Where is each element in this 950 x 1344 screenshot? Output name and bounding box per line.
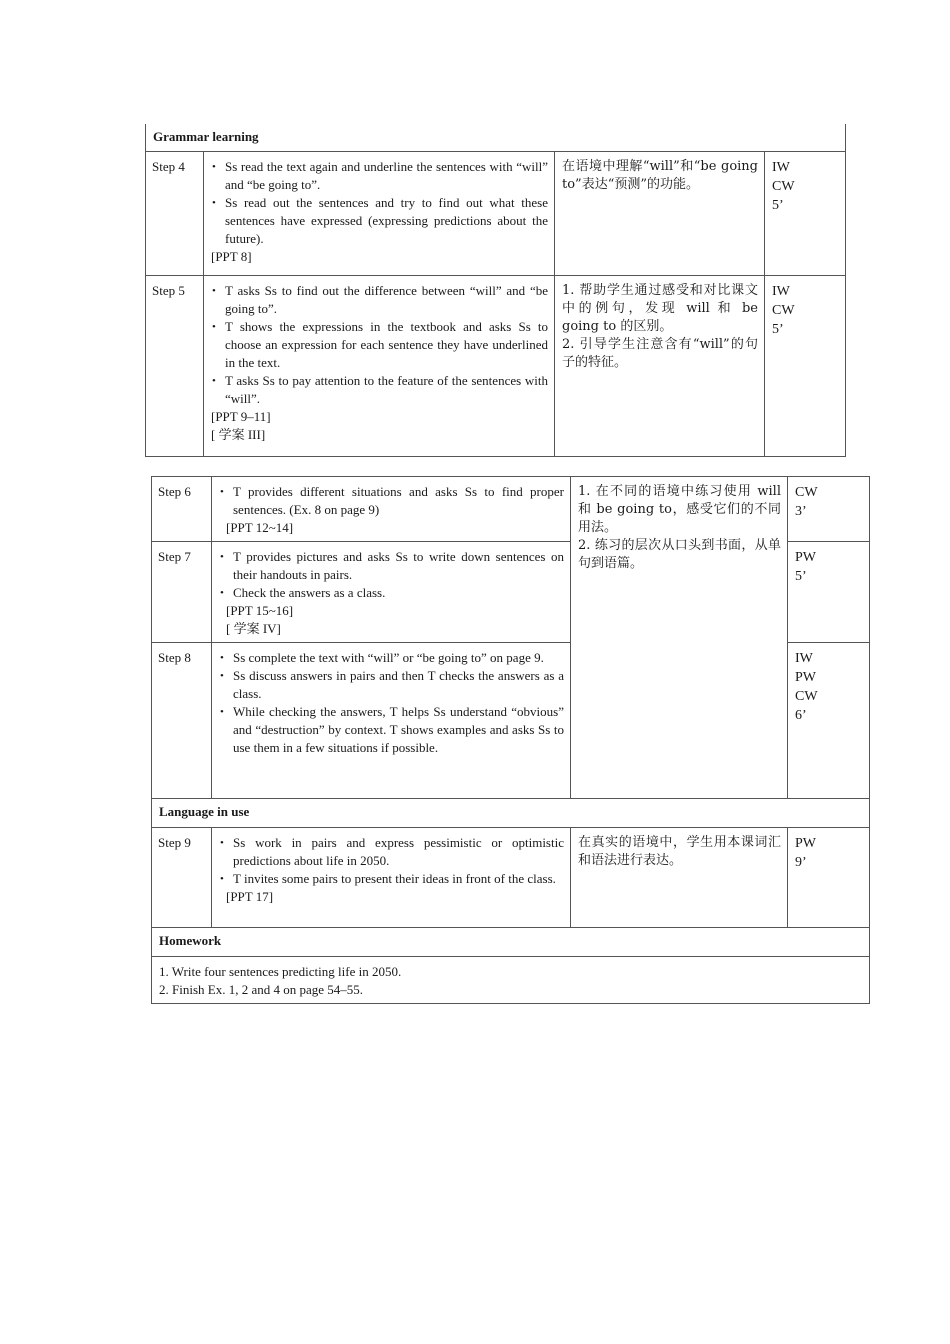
- purpose-cell: [571, 477, 788, 799]
- purpose-cell: [555, 151, 765, 275]
- mode-cell: [788, 542, 870, 643]
- mode-item: CW: [772, 302, 795, 318]
- step-label: Step 6: [152, 477, 212, 542]
- mode-item: PW: [795, 670, 816, 685]
- section-heading: Homework: [152, 928, 870, 957]
- purpose-cell: [555, 275, 765, 456]
- purpose-cell: [571, 828, 788, 928]
- table-row: [152, 477, 870, 542]
- activities-cell: [204, 151, 555, 275]
- table-row: [146, 151, 846, 275]
- mode-item: 3’: [795, 504, 807, 519]
- activities-cell: [204, 275, 555, 456]
- activity-item: • T shows the expressions in the textbook and asks Ss to choose an expression for each sentence they have underlined in the text.: [211, 318, 548, 372]
- table-row: [152, 828, 870, 928]
- activity-item: • T provides different situations and asks Ss to find proper sentences. (Ex. 8 on page 9): [219, 483, 564, 519]
- purpose-item: 2. 引导学生注意含有“will”的句子的特征。: [562, 336, 758, 370]
- activity-item: • Ss discuss answers in pairs and then T checks the answers as a class.: [219, 667, 564, 703]
- activity-item: • T invites some pairs to present their ideas in front of the class.: [219, 870, 564, 888]
- handout-ref: [ 学案 IV]: [226, 621, 281, 636]
- homework-item: 1. Write four sentences predicting life in 2050.: [159, 964, 402, 979]
- activity-item: • T asks Ss to pay attention to the feature of the sentences with “will”.: [211, 372, 548, 408]
- mode-item: IW: [772, 159, 790, 175]
- mode-item: 9’: [795, 855, 807, 870]
- activities-cell: [212, 643, 571, 799]
- mode-item: 5’: [772, 321, 784, 337]
- mode-cell: [788, 643, 870, 799]
- purpose-item: 1. 帮助学生通过感受和对比课文中的例句，发现 will 和 be going to 的区别。: [562, 282, 758, 334]
- activity-item: • While checking the answers, T helps Ss understand “obvious” and “destruction” by context. T shows examples and asks Ss to use them in a few situations if possible.: [219, 703, 564, 757]
- mode-cell: [765, 151, 846, 275]
- activity-item: • Ss read the text again and underline the sentences with “will” and “be going to”.: [211, 158, 548, 194]
- purpose-item: 在语境中理解“will”和“be going to”表达“预测”的功能。: [562, 158, 758, 192]
- step-label: Step 5: [146, 275, 204, 456]
- step-label: Step 4: [146, 151, 204, 275]
- ppt-ref: [PPT 12~14]: [226, 520, 294, 535]
- step-label: Step 8: [152, 643, 212, 799]
- mode-item: PW: [795, 550, 816, 565]
- step-label: Step 9: [152, 828, 212, 928]
- mode-cell: [788, 828, 870, 928]
- table-row: [146, 275, 846, 456]
- handout-ref: [ 学案 III]: [211, 426, 266, 442]
- activity-item: • Ss work in pairs and express pessimistic or optimistic predictions about life in 2050.: [219, 834, 564, 870]
- activities-cell: [212, 477, 571, 542]
- mode-item: CW: [795, 689, 818, 704]
- purpose-item: 在真实的语境中，学生用本课词汇和语法进行表达。: [578, 835, 781, 868]
- activity-item: • T asks Ss to find out the difference between “will” and “be going to”.: [211, 282, 548, 318]
- mode-item: IW: [772, 283, 790, 299]
- mode-cell: [765, 275, 846, 456]
- homework-cell: [152, 957, 870, 1004]
- activity-item: • Check the answers as a class.: [219, 584, 564, 602]
- section-heading: Language in use: [152, 799, 870, 828]
- purpose-item: 1. 在不同的语境中练习使用 will 和 be going to，感受它们的不同用法。: [578, 484, 781, 535]
- homework-item: 2. Finish Ex. 1, 2 and 4 on page 54–55.: [159, 982, 364, 997]
- ppt-ref: [PPT 15~16]: [226, 603, 294, 618]
- activity-item: • T provides pictures and asks Ss to write down sentences on their handouts in pairs.: [219, 548, 564, 584]
- mode-item: 5’: [772, 197, 784, 213]
- mode-item: 5’: [795, 569, 807, 584]
- activities-cell: [212, 828, 571, 928]
- section-heading: Grammar learning: [146, 124, 846, 151]
- mode-item: CW: [772, 178, 795, 194]
- purpose-item: 2. 练习的层次从口头到书面，从单句到语篇。: [578, 538, 781, 571]
- mode-cell: [788, 477, 870, 542]
- mode-item: 6’: [795, 708, 807, 723]
- ppt-ref: [PPT 17]: [226, 889, 274, 904]
- lesson-table-2: [151, 476, 870, 1004]
- mode-item: IW: [795, 651, 813, 666]
- step-label: Step 7: [152, 542, 212, 643]
- activities-cell: [212, 542, 571, 643]
- ppt-ref: [PPT 9–11]: [211, 408, 271, 424]
- mode-item: PW: [795, 836, 816, 851]
- activity-item: • Ss read out the sentences and try to find out what these sentences have expressed (expressing predictions about the future).: [211, 194, 548, 248]
- ppt-ref: [PPT 8]: [211, 248, 252, 264]
- lesson-table-1: [145, 124, 846, 457]
- activity-item: • Ss complete the text with “will” or “be going to” on page 9.: [219, 649, 564, 667]
- mode-item: CW: [795, 485, 818, 500]
